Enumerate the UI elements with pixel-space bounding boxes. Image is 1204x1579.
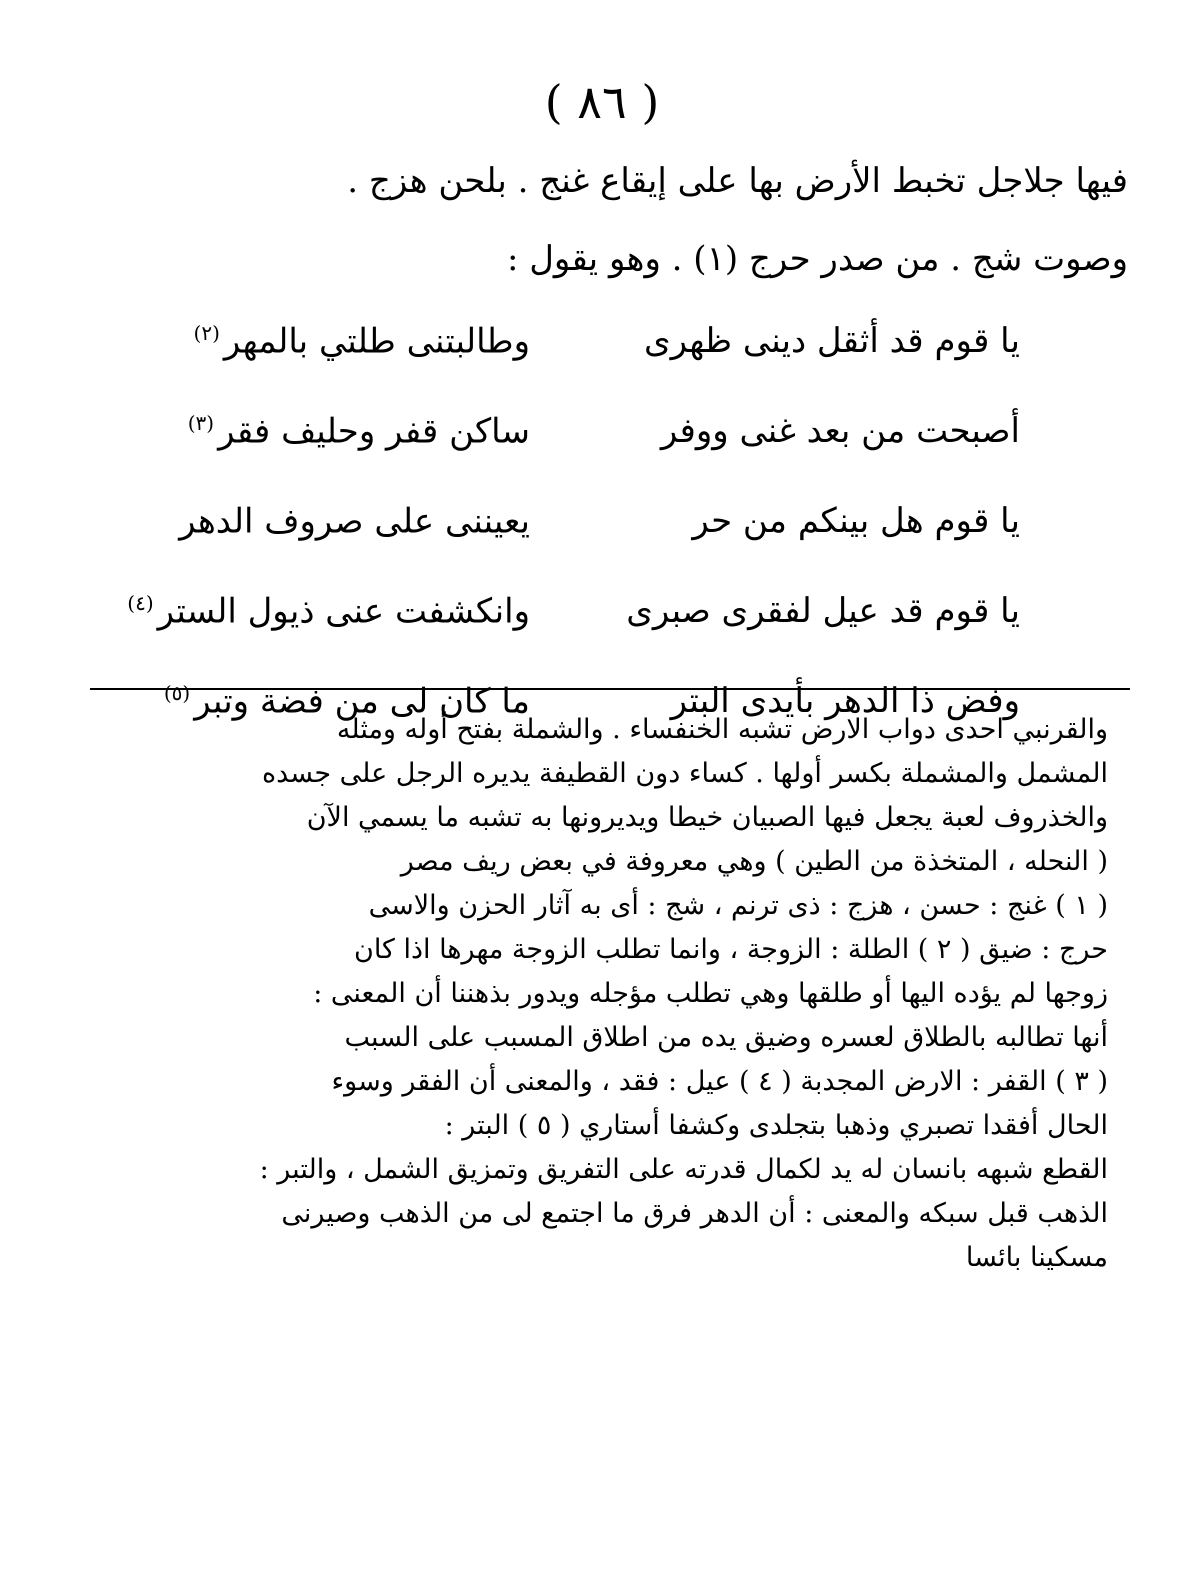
verse-5-second-text: ما كان لى من فضة وتبر	[194, 681, 530, 722]
verse-2-footnote-marker: (٣)	[187, 410, 215, 435]
poem	[110, 296, 1020, 746]
verse-4-second-text: وانكشفت عنى ذيول الستر	[157, 591, 530, 632]
page-number: ( ٨٦ )	[544, 75, 660, 129]
verse-1-footnote-marker: (٢)	[193, 320, 220, 345]
footnote-line: ( ١ ) غنج : حسن ، هزج : ذى ترنم ، شج : أى به آثار الحزن والاسى	[368, 890, 1108, 921]
poem-verse-4	[110, 566, 1020, 656]
verse-4-first-hemistich: يا قوم قد عيل لفقرى صبرى	[626, 591, 1020, 631]
verse-1-second-hemistich	[110, 321, 530, 361]
footnote-line: الحال أفقدا تصبري وذهبا بتجلدى وكشفا أستاري ( ٥ ) البتر :	[444, 1110, 1108, 1141]
footnote-line: مسكينا بائسا	[965, 1242, 1108, 1273]
verse-2-first-hemistich: أصبحت من بعد غنى ووفر	[660, 411, 1020, 451]
poem-verse-2	[110, 386, 1020, 476]
verse-1-second-text: وطالبتنى طلتي بالمهر	[223, 321, 530, 362]
footnote-line: الذهب قبل سبكه والمعنى : أن الدهر فرق ما اجتمع لى من الذهب وصيرنى	[281, 1198, 1108, 1229]
footnote-line: والقرنبي احدى دواب الارض تشبه الخنفساء . والشملة بفتح أوله ومثله	[336, 714, 1108, 745]
prose-paragraph	[78, 142, 1128, 298]
verse-2-second-hemistich	[110, 411, 530, 451]
verse-3-second-text: يعيننى على صروف الدهر	[179, 501, 530, 542]
verse-1-first-hemistich: يا قوم قد أثقل دينى ظهرى	[644, 321, 1020, 361]
verse-3-first-hemistich: يا قوم هل بينكم من حر	[692, 501, 1020, 541]
footnote-line: ( النحله ، المتخذة من الطين ) وهي معروفة في بعض ريف مصر	[400, 846, 1108, 877]
footnote-line: المشمل والمشملة بكسر أولها . كساء دون القطيفة يديره الرجل على جسده	[261, 758, 1108, 789]
verse-5-footnote-marker: (٥)	[163, 680, 191, 705]
verse-2-second-text: ساكن قفر وحليف فقر	[218, 411, 530, 452]
verse-4-second-hemistich	[110, 591, 530, 631]
footnotes	[96, 708, 1108, 1280]
footnote-line: أنها تطالبه بالطلاق لعسره وضيق يده من اطلاق المسبب على السبب	[344, 1022, 1108, 1053]
verse-5-first-hemistich: وفض ذا الدهر بأيدى البتر	[670, 681, 1020, 721]
prose-line-2: وصوت شج . من صدر حرج (١) . وهو يقول :	[506, 239, 1128, 279]
prose-line-1: فيها جلاجل تخبط الأرض بها على إيقاع غنج . بلحن هزج .	[347, 161, 1128, 201]
footnote-divider	[90, 688, 1130, 690]
poem-verse-3	[110, 476, 1020, 566]
footnote-line: ( ٣ ) القفر : الارض المجدبة ( ٤ ) عيل : فقد ، والمعنى أن الفقر وسوء	[331, 1066, 1108, 1097]
poem-verse-1	[110, 296, 1020, 386]
verse-3-second-hemistich	[110, 501, 530, 541]
footnote-line: القطع شبهه بانسان له يد لكمال قدرته على التفريق وتمزيق الشمل ، والتبر :	[259, 1154, 1108, 1185]
footnote-line: زوجها لم يؤده اليها أو طلقها وهي تطلب مؤجله ويدور بذهننا أن المعنى :	[313, 978, 1108, 1009]
verse-4-footnote-marker: (٤)	[127, 590, 154, 615]
footnote-line: والخذروف لعبة يجعل فيها الصبيان خيطا ويديرونها به تشبه ما يسمي الآن	[306, 802, 1108, 833]
footnote-line: حرج : ضيق ( ٢ ) الطلة : الزوجة ، وانما تطلب الزوجة مهرها اذا كان	[353, 934, 1108, 965]
